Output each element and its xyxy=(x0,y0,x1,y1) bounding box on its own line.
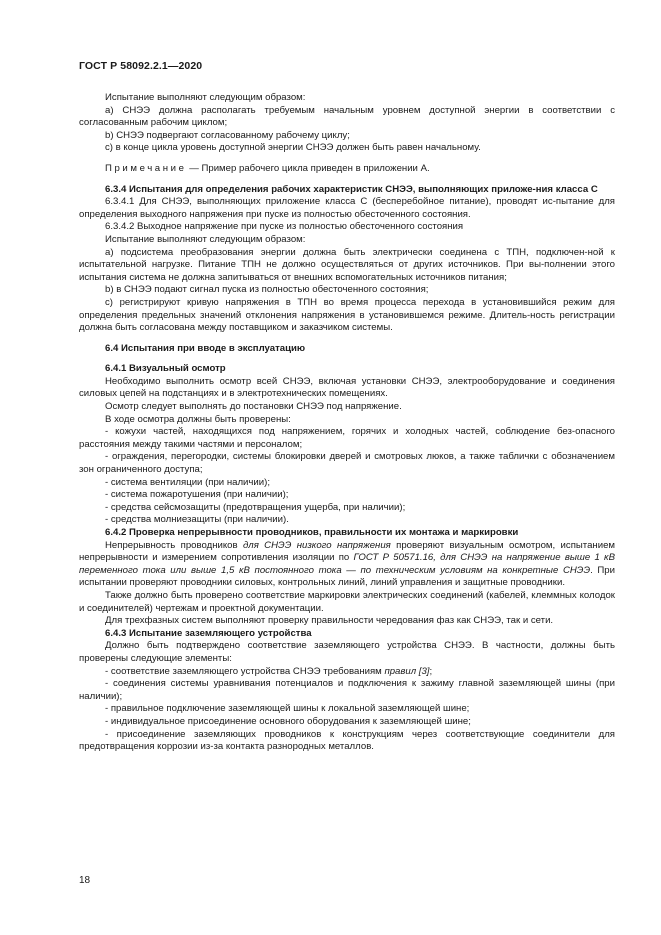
text-run: Непрерывность проводников xyxy=(105,539,243,551)
list-item: c) в конце цикла уровень доступной энергии СНЭЭ должен быть равен начальному. xyxy=(105,142,481,154)
text-run-italic: для СНЭЭ низкого напряжения xyxy=(242,539,391,551)
note-label: Примечание xyxy=(105,162,187,174)
list-item: - присоединение заземляющих проводников к конструкциям через соответствующие соединители для предотвращения коррозии из-за контакта разнородных металлов. xyxy=(79,728,615,753)
list-item: - индивидуальное присоединение основного оборудования к заземляющей шине; xyxy=(105,715,471,727)
list-item: - соединения системы уравнивания потенциалов и подключения к зажиму главной заземляющей шины (при наличии); xyxy=(79,678,615,702)
document-body xyxy=(79,92,615,754)
list-item: - система вентиляции (при наличии); xyxy=(105,476,270,488)
list-item: - ограждения, перегородки, системы блокировки дверей и смотровых люков, а также таблички с обозначением зон ограниченного доступа; xyxy=(79,451,615,476)
text-run-italic: ГОСТ Р 50571.16, для СНЭЭ на напряжение выше 1 кВ переменного тока или выше 1,5 кВ постоянного тока — по техническим условиям на конкретные СНЭЭ xyxy=(79,552,615,576)
list-item: - средства молниезащиты (при наличии). xyxy=(105,514,289,526)
list-item: a) подсистема преобразования энергии должна быть электрически соединена с ТПН, подключен-ной к испытательной нагрузке. Питание ТПН не должно осуществляться от других источников. При вы-полнении этого испытания система не должна запитываться от внешних вспомогательных источников питания; xyxy=(79,246,615,283)
list-item: - кожухи частей, находящихся под напряжением, горячих и холодных частей, соблюдение без-опасного расстояния между такими частями и персоналом; xyxy=(79,426,615,450)
text-run: - соответствие заземляющего устройства СНЭЭ требованиям xyxy=(105,665,385,677)
list-item: - правильное подключение заземляющей шины к локальной заземляющей шине; xyxy=(105,703,470,715)
text-run: . При испытании проверяют проводники силовых, контрольных линий, линий управления и защитные проводники. xyxy=(79,564,615,589)
page-number: 18 xyxy=(79,875,91,886)
paragraph: Испытание выполняют следующим образом: xyxy=(105,92,306,103)
paragraph xyxy=(79,540,615,590)
paragraph: 6.3.4.2 Выходное напряжение при пуске из полностью обесточенного состояния xyxy=(105,221,464,233)
list-item xyxy=(79,666,615,679)
text-run-italic: правил [3] xyxy=(384,665,430,677)
subsection-heading: 6.4.2 Проверка непрерывности проводников, правильности их монтажа и маркировки xyxy=(105,527,519,538)
paragraph: Испытание выполняют следующим образом: xyxy=(105,233,306,245)
list-item: - система пожаротушения (при наличии); xyxy=(105,489,289,501)
text-run: проверяют визуальным осмотром, испытанием непрерывности и измерением сопротивления изоляции по xyxy=(79,539,615,564)
list-item: a) СНЭЭ должна располагать требуемым начальным уровнем доступной энергии в соответствии с согласованным рабочим циклом; xyxy=(79,104,615,129)
note-separator: — xyxy=(186,162,202,174)
paragraph: Также должно быть проверено соответствие маркировки электрических соединений (кабелей, клеммных колодок и соединителей) чертежам и проектной документации. xyxy=(79,589,615,614)
paragraph: В ходе осмотра должны быть проверены: xyxy=(105,413,291,425)
subsection-heading: 6.4.1 Визуальный осмотр xyxy=(105,363,226,375)
list-item: b) в СНЭЭ подают сигнал пуска из полностью обесточенного состояния; xyxy=(105,284,429,296)
list-item: c) регистрируют кривую напряжения в ТПН во время процесса перехода в установившийся режим для определения предельных значений отклонения напряжения в установившемся режиме. Длитель-ность регистрации должна быть согласована между поставщиком и заказчиком системы. xyxy=(79,296,615,334)
paragraph: Осмотр следует выполнять до постановки СНЭЭ под напряжение. xyxy=(105,401,402,413)
section-heading: 6.4 Испытания при вводе в эксплуатацию xyxy=(105,342,306,354)
page-header: ГОСТ Р 58092.2.1—2020 xyxy=(79,60,203,72)
note xyxy=(79,163,615,176)
paragraph: Необходимо выполнить осмотр всей СНЭЭ, включая установки СНЭЭ, электрооборудование и соединения силовых цепей на подстанциях и в электротехнических помещениях. xyxy=(79,375,615,400)
subsection-heading: 6.4.3 Испытание заземляющего устройства xyxy=(105,627,312,639)
note-text: Пример рабочего цикла приведен в приложении А. xyxy=(201,162,430,174)
paragraph: 6.3.4.1 Для СНЭЭ, выполняющих приложение класса С (бесперебойное питание), проводят ис-пытание для определения выходного напряжения при пуске из полностью обесточенного состояния. xyxy=(79,196,615,220)
list-item: - средства сейсмозащиты (предотвращения ущерба, при наличии); xyxy=(105,501,406,513)
text-run: ; xyxy=(429,665,433,677)
paragraph: Должно быть подтверждено соответствие заземляющего устройства СНЭЭ. В частности, должны быть проверены следующие элементы: xyxy=(79,640,615,664)
section-heading: 6.3.4 Испытания для определения рабочих характеристик СНЭЭ, выполняющих приложе-ния класса С xyxy=(105,183,598,195)
list-item: b) СНЭЭ подвергают согласованному рабочему циклу; xyxy=(105,129,350,141)
paragraph: Для трехфазных систем выполняют проверку правильности чередования фаз как СНЭЭ, так и сети. xyxy=(105,615,554,627)
